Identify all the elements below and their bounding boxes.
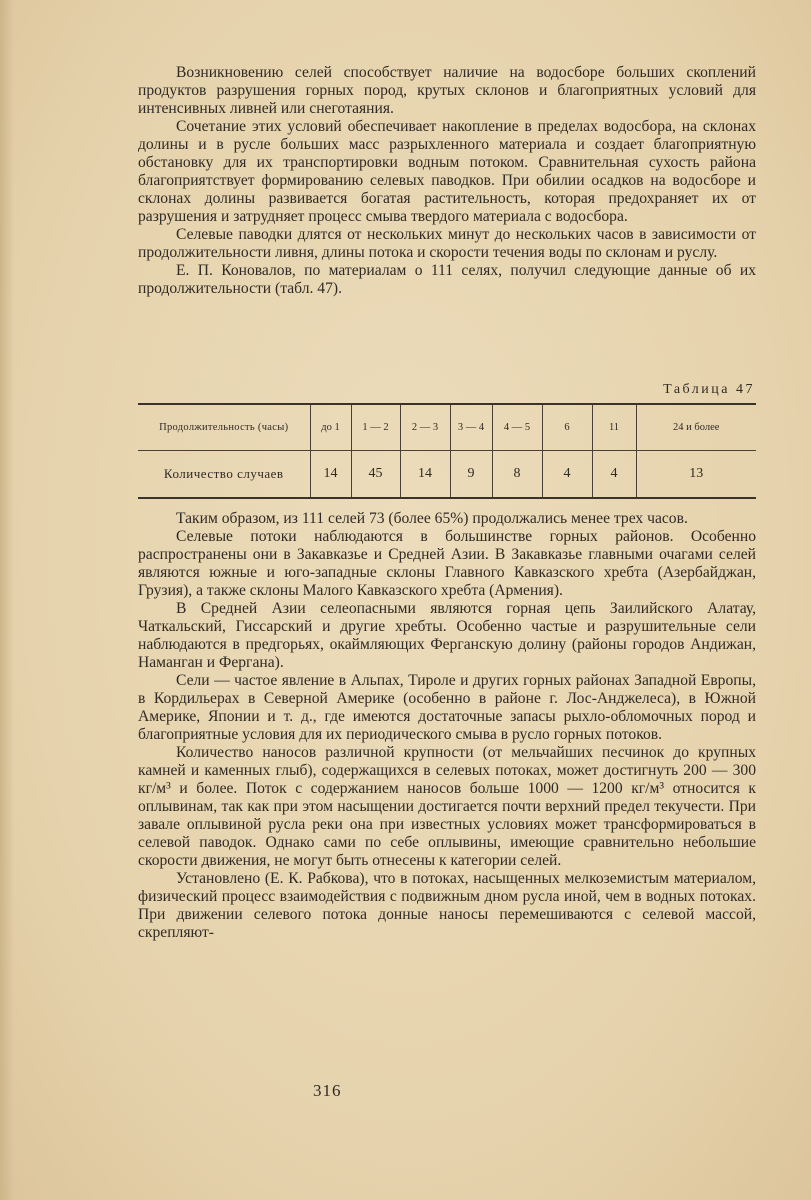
duration-table-grid — [138, 405, 756, 497]
header-cell: 24 и более — [636, 405, 756, 451]
text-block-bottom — [138, 510, 756, 942]
paragraph: Возникновению селей способствует наличие на водосборе больших скоплений продуктов разрушения горных пород, крутых склонов и благоприятных условий для интенсивных ливней или снеготаяния. — [138, 64, 756, 117]
header-cell: до 1 — [310, 405, 351, 451]
table-caption: Таблица 47 — [663, 382, 755, 397]
page-number: 316 — [313, 1081, 342, 1100]
table-header-row — [138, 405, 756, 451]
paragraph: Сели — частое явление в Альпах, Тироле и других горных районах Западной Европы, в Кордильерах в Северной Америке (особенно в районе г. Лос-Анджелеса), в Южной Америке, Японии и т. д., где имеются достаточные запасы рыхло-обломочных пород и благоприятные условия для их периодического смыва в русло горных потоков. — [138, 672, 756, 743]
paragraph: В Средней Азии селеопасными являются горная цепь Заилийского Алатау, Чаткальский, Гиссарский и другие хребты. Особенно частые и разрушительные сели наблюдаются в предгорьях, окаймляющих Ферганскую долину (районы городов Андижан, Наманган и Фергана). — [138, 600, 756, 671]
header-cell: 3 — 4 — [450, 405, 492, 451]
paragraph: Таким образом, из 111 селей 73 (более 65%) продолжались менее трех часов. — [176, 510, 688, 527]
value-cell: 14 — [400, 451, 450, 498]
header-cell: 2 — 3 — [400, 405, 450, 451]
value-cell: 13 — [689, 466, 704, 481]
header-cell: 4 — 5 — [492, 405, 542, 451]
value-cell: 4 — [542, 451, 592, 498]
table-row — [138, 451, 756, 498]
value-cell: 14 — [310, 451, 351, 498]
paragraph: Сочетание этих условий обеспечивает накопление в пределах водосбора, на склонах долины и в русле больших масс разрыхленного материала и создает благоприятную обстановку для их транспортировки водным потоком. Сравнительная сухость района благоприятствует формированию селевых паводков. При обилии осадков на водосборе и склонах долины развивается богатая растительность, которая предохраняет их от разрушения и затрудняет процесс смыва твердого материала с водосбора. — [138, 118, 756, 225]
header-label-cell: Продолжительность (часы) — [138, 405, 310, 451]
duration-table — [138, 403, 756, 499]
paragraph: Селевые паводки длятся от нескольких минут до нескольких часов в зависимости от продолжительности ливня, длины потока и скорости течения воды по склонам и руслу. — [138, 226, 756, 261]
row-label-cell: Количество случаев — [138, 451, 310, 498]
value-cell: 8 — [492, 451, 542, 498]
paragraph: Установлено (Е. К. Рабкова), что в потоках, насыщенных мелкоземистым материалом, физический процесс взаимодействия с подвижным дном русла иной, чем в водных потоках. При движении селевого потока донные наносы перемешиваются с селевой массой, скрепляют- — [138, 870, 756, 941]
value-cell: 45 — [351, 451, 400, 498]
paragraph: Селевые потоки наблюдаются в большинстве горных районов. Особенно распространены они в Закавказье и Средней Азии. В Закавказье главными очагами селей являются южные и юго-западные склоны Главного Кавказского хребта (Азербайджан, Грузия), а также склоны Малого Кавказского хребта (Армения). — [138, 528, 756, 599]
header-cell: 1 — 2 — [351, 405, 400, 451]
text-block-top — [138, 64, 756, 298]
paragraph: Количество наносов различной крупности (от мельчайших песчинок до крупных камней и каменных глыб), содержащихся в селевых потоках, может достигнуть 200 — 300 кг/м³ и более. Поток с содержанием наносов больше 1000 — 1200 кг/м³ относится к оплывинам, так как при этом насыщении достигается почти верхний предел текучести. При завале оплывиной русла реки она при известных условиях может трансформироваться в селевой паводок. Однако сами по себе оплывины, имеющие сравнительно небольшие скорости движения, не могут быть отнесены к категории селей. — [138, 744, 756, 869]
header-cell: 11 — [592, 405, 636, 451]
value-cell: 4 — [592, 451, 636, 498]
value-cell: 9 — [450, 451, 492, 498]
page-edge-shadow — [0, 0, 14, 1200]
header-cell: 6 — [542, 405, 592, 451]
paragraph: Е. П. Коновалов, по материалам о 111 селях, получил следующие данные об их продолжительности (табл. 47). — [138, 262, 756, 297]
